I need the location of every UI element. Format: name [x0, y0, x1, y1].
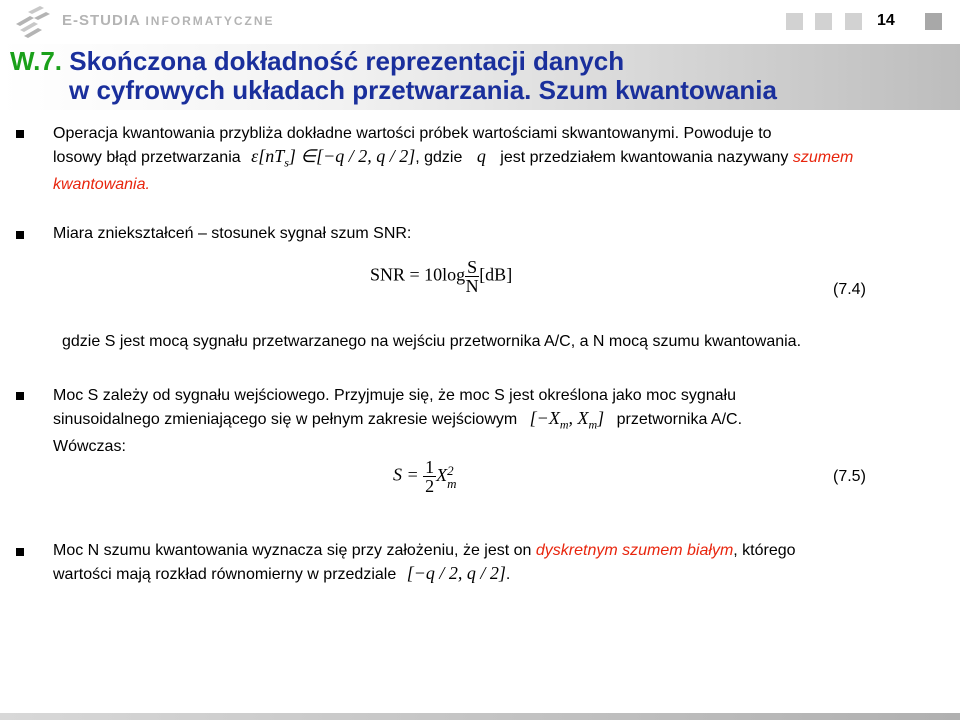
bullet-3-text: Moc S zależy od sygnału wejściowego. Przyjmuje się, że moc S jest określona jako moc sygnału sinusoidalnego zmieniającego się w pełnym zakresie wejściowym [$-X_m$, $X_m$] przetwornika A/C. Wówczas: — [53, 387, 743, 455]
bullet-icon — [16, 231, 24, 239]
brand-name: E-STUDIA INFORMATYCZNE — [62, 12, 275, 29]
bullet-icon — [16, 130, 24, 138]
bullet-2-text: Miara zniekształceń – stosunek sygnał szum SNR: — [53, 225, 412, 242]
equation-7-5: S = $\frac{1}{2}$ X 2 m — [393, 457, 457, 496]
equation-7-4: SNR = 10log $\frac{S}{N}$ [dB] — [370, 257, 513, 296]
logo-icon — [12, 6, 52, 38]
bullet-4-text: Moc N szumu kwantowania wyznacza się przy założeniu, że jest on dyskretnym szumem białym, którego wartości mają rozkład równomierny w przedziale [−q / 2, q / 2]. — [53, 542, 796, 583]
nav-square-icon[interactable] — [815, 13, 832, 30]
bullet-icon — [16, 548, 24, 556]
nav-square-icon[interactable] — [786, 13, 803, 30]
where-text: gdzie S jest mocą sygnału przetwarzanego na wejściu przetwornika A/C, a N mocą szumu kwantowania. — [62, 333, 802, 350]
slide-title: W.7. Skończona dokładność reprezentacji danych w cyfrowych układach przetwarzania. Szum kwantowania — [10, 46, 777, 105]
nav-square-icon[interactable] — [845, 13, 862, 30]
equation-label: (7.4) — [833, 281, 866, 298]
page-number: 14 — [877, 12, 895, 29]
nav-square-icon[interactable] — [925, 13, 942, 30]
equation-label: (7.5) — [833, 468, 866, 485]
footer-bar — [0, 713, 960, 720]
bullet-icon — [16, 392, 24, 400]
bullet-1-text: Operacja kwantowania przybliża dokładne wartości próbek wartościami skwantowanymi. Powoduje to losowy błąd przetwarzania $\varepsilon[nT_s]$ ∈[−q / 2, q / 2], gdzie q jest przedziałem kwantowania nazywany szumem kwantowania. — [53, 125, 854, 193]
header-bar — [0, 0, 960, 44]
